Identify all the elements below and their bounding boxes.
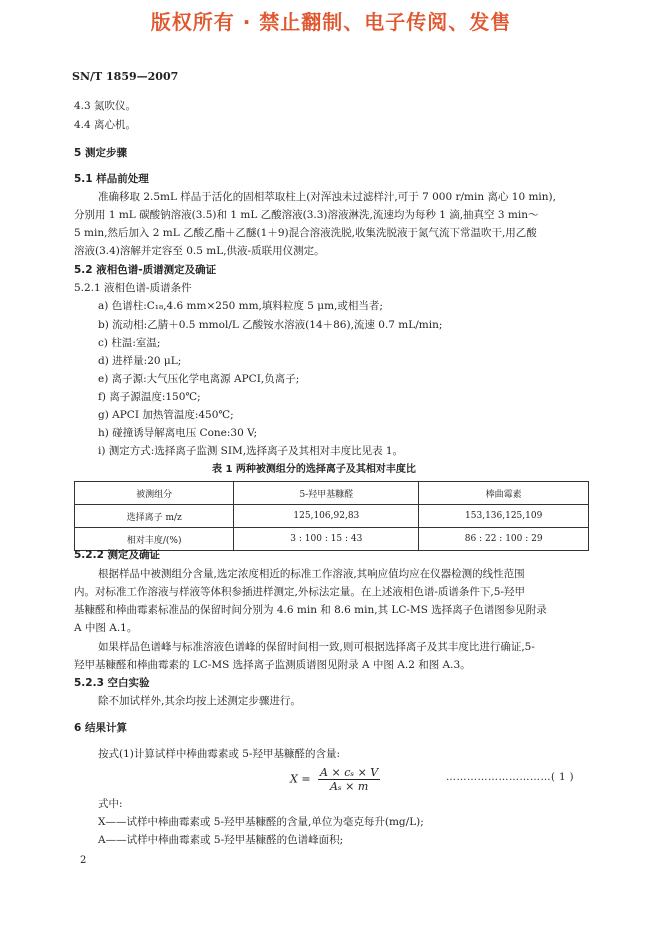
equation-number: …………………………( 1 ) [446,772,575,783]
list-item: a) 色谱柱:C₁₈,4.6 mm×250 mm,填料粒度 5 μm,或相当者; [98,300,383,312]
table-row [75,505,589,528]
formula-fraction [318,766,380,793]
formula-1 [290,766,380,793]
page-number: 2 [80,855,87,866]
table-cell: 153,136,125,109 [419,505,589,528]
table-header-cell: 5-羟甲基糠醛 [234,482,419,505]
paragraph-line: 按式(1)计算试样中棒曲霉素或 5-羟甲基糠醛的含量: [98,748,340,760]
list-item: d) 进样量:20 μL; [98,355,182,367]
table-cell: 125,106,92,83 [234,505,419,528]
list-item: e) 离子源:大气压化学电离源 APCI,负离子; [98,373,300,385]
definition-line: A——试样中棒曲霉素或 5-羟甲基糠醛的色谱峰面积; [98,834,344,846]
paragraph-line: 准确移取 2.5mL 样品于活化的固相萃取柱上(对浑浊未过滤样汁,可于 7 000 r/min 离心 10 min), [98,191,556,203]
standard-number: SN/T 1859—2007 [72,70,179,83]
section-5-1-heading: 5.1 样品前处理 [74,173,149,185]
formula-lhs: X = [290,772,311,786]
item-4-4: 4.4 离心机。 [74,119,137,131]
item-4-3: 4.3 氮吹仪。 [74,100,137,112]
paragraph-line: 根据样品中被测组分含量,选定浓度相近的标准工作溶液,其响应值均应在仪器检测的线性范围 [98,568,525,580]
paragraph-line: 除不加试样外,其余均按上述测定步骤进行。 [98,695,301,707]
table-header-cell: 棒曲霉素 [419,482,589,505]
table-title: 表 1 两种被测组分的选择离子及其相对丰度比 [212,464,416,475]
paragraph-line: 如果样品色谱峰与标准溶液色谱峰的保留时间相一致,则可根据选择离子及其丰度比进行确证,5- [98,641,535,653]
definition-line: X——试样中棒曲霉素或 5-羟甲基糠醛的含量,单位为毫克每升(mg/L); [98,816,424,828]
table-cell: 3 : 100 : 15 : 43 [234,528,419,551]
formula-numerator: A × cₛ × V [320,766,379,779]
section-5-heading: 5 测定步骤 [74,147,127,159]
list-item: i) 测定方式:选择离子监测 SIM,选择离子及其相对丰度比见表 1。 [98,445,404,457]
list-item: b) 流动相:乙腈＋0.5 mmol/L 乙酸铵水溶液(14＋86),流速 0.7 mL/min; [98,319,443,331]
table-cell: 相对丰度/(%) [75,528,234,551]
list-item: g) APCI 加热管温度:450℃; [98,409,234,421]
paragraph-line: 基糠醛和棒曲霉素标准品的保留时间分别为 4.6 min 和 8.6 min,其 LC-MS 选择离子色谱图参见附录 [74,604,547,616]
watermark: 版权所有 · 禁止翻制、电子传阅、发售 [150,10,512,34]
table-cell: 选择离子 m/z [75,505,234,528]
paragraph-line: 分别用 1 mL 碳酸钠溶液(3.5)和 1 mL 乙酸溶液(3.3)溶液淋洗,流速均为每秒 1 滴,抽真空 3 min～ [74,209,539,221]
formula-denominator: Aₛ × m [329,780,369,793]
list-item: c) 柱温:室温; [98,337,161,349]
paragraph-line: 式中: [98,798,123,810]
section-5-2-heading: 5.2 液相色谱-质谱测定及确证 [74,264,217,276]
section-5-2-2-heading: 5.2.2 测定及确证 [74,549,161,561]
paragraph-line: 内。对标准工作溶液与样液等体积参插进样测定,外标法定量。在上述液相色谱-质谱条件下,5-羟甲 [74,586,525,598]
section-5-2-3-heading: 5.2.3 空白实验 [74,677,150,689]
table-cell: 86 : 22 : 100 : 29 [419,528,589,551]
ion-ratio-table [74,481,589,551]
paragraph-line: A 中图 A.1。 [74,622,138,634]
list-item: h) 碰撞诱导解离电压 Cone:30 V; [98,427,258,439]
table-header-cell: 被测组分 [75,482,234,505]
paragraph-line: 5 min,然后加入 2 mL 乙酸乙酯＋乙醚(1＋9)混合溶液洗脱,收集洗脱液于氮气流下常温吹干,用乙酸 [74,227,537,239]
paragraph-line: 羟甲基糠醛和棒曲霉素的 LC-MS 选择离子监测质谱图见附录 A 中图 A.2 和图 A.3。 [74,659,471,671]
table-header-row [75,482,589,505]
section-6-heading: 6 结果计算 [74,722,127,734]
section-5-2-1-heading: 5.2.1 液相色谱-质谱条件 [74,282,192,294]
paragraph-line: 溶液(3.4)溶解并定容至 0.5 mL,供液-质联用仪测定。 [74,245,325,257]
list-item: f) 离子源温度:150℃; [98,391,201,403]
